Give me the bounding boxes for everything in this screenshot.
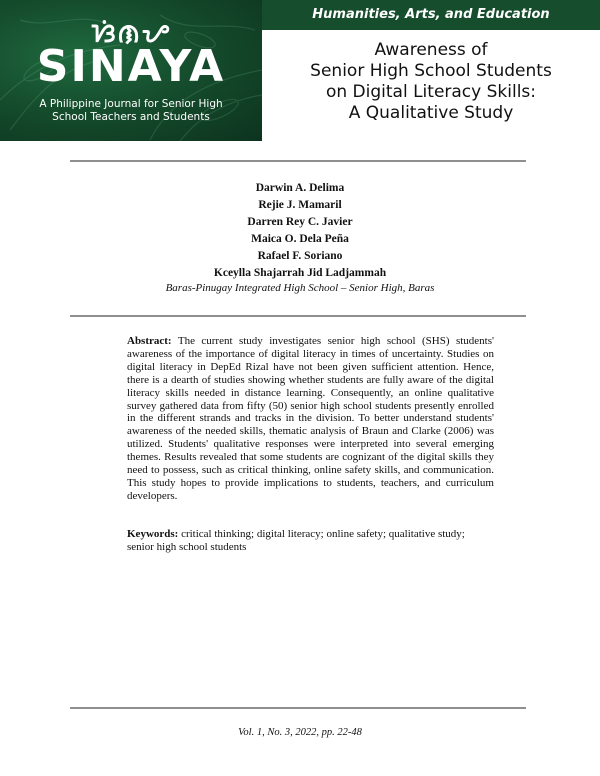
abstract-text: The current study investigates senior high school (SHS) students' awareness of the importance of digital literacy in times of uncertainty. Studies on digital literacy in DepEd Rizal have not been given sufficient attention. Hence, there is a dearth of studies showing whether students are fully aware of the digital literacy skills needed in distance learning. Consequently, an online qualitative survey gathered data from fifty (50) senior high school students presently enrolled in the different strands and tracks in the division. To better understand students' awareness of the needed skills, thematic analysis of Braun and Clarke (2006) was utilized. Students' qualitative responses were interpreted into several emerging themes. Results revealed that some students are cognizant of the digital skills they need to possess, such as critical thinking, online safety skills, and communication. This study hopes to provide implications to students, teachers, and curriculum developers.	[127, 335, 494, 502]
category-label: Humanities, Arts, and Education	[312, 7, 550, 22]
author-name: Darren Rey C. Javier	[247, 216, 353, 228]
title-line-4: A Qualitative Study	[348, 103, 514, 123]
journal-subtitle-line-2: School Teachers and Students	[52, 111, 210, 123]
journal-header	[0, 0, 600, 141]
middle-divider	[70, 315, 526, 317]
bottom-divider	[70, 707, 526, 709]
author-name: Darwin A. Delima	[255, 182, 345, 194]
keywords-text: critical thinking; digital literacy; online safety; qualitative study; senior high school students	[127, 528, 465, 553]
abstract	[127, 335, 494, 503]
journal-subtitle-line-1: A Philippine Journal for Senior High	[39, 98, 223, 110]
keywords-label: Keywords:	[127, 528, 179, 540]
top-divider	[70, 160, 526, 162]
author-list	[0, 180, 600, 282]
author-name: Rejie J. Mamaril	[258, 199, 342, 211]
abstract-label: Abstract:	[127, 335, 172, 347]
baybayin-script-mark: ᜐᜒᜈᜌ	[91, 19, 171, 49]
author-name: Kceylla Shajarrah Jid Ladjammah	[213, 267, 387, 279]
affiliation: Baras-Pinugay Integrated High School – Senior High, Baras	[165, 282, 435, 294]
title-line-1: Awareness of	[374, 40, 488, 60]
volume-citation: Vol. 1, No. 3, 2022, pp. 22-48	[238, 727, 362, 738]
author-name: Rafael F. Soriano	[257, 250, 343, 262]
keywords	[127, 528, 494, 554]
journal-logo	[0, 0, 262, 141]
journal-name: SINAYA	[36, 41, 226, 92]
journal-subtitle	[0, 98, 262, 124]
title-line-2: Senior High School Students	[310, 61, 552, 81]
title-line-3: on Digital Literacy Skills:	[325, 82, 537, 102]
author-name: Maica O. Dela Peña	[251, 233, 349, 245]
paper-title	[262, 40, 600, 124]
